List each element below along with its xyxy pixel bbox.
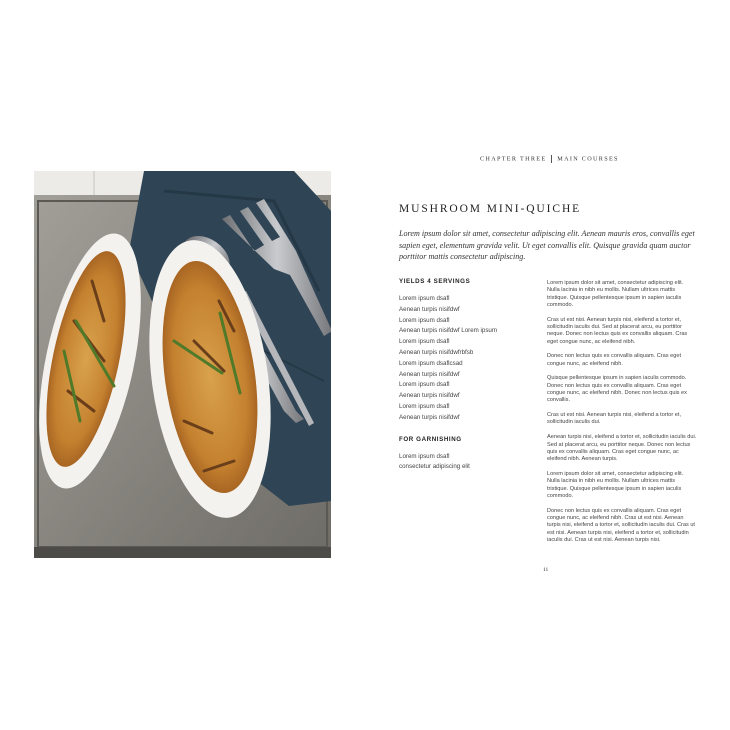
method-step: Lorem ipsum dolor sit amet, consectetur adipiscing elit. Nulla lacinia in nibh eu mollis. Nullam ultrices mattis tristique. Quisque pellentesque ipsum in sapien iaculis commodo.	[547, 470, 684, 499]
ingredient-item: Aenean turpis nisifdwf	[399, 392, 460, 400]
method-step: Quisque pellentesque ipsum in sapien iaculis commodo. Donec non lectus quis ex convallis aliquam. Cras eget congue nunc, ac eleifend nibh. Donec non lectus quis ex convallis.	[547, 375, 687, 404]
garnish-item: consectetur adipiscing elit	[399, 463, 470, 471]
recipe-title: MUSHROOM MINI-QUICHE	[399, 203, 582, 215]
header-divider	[551, 155, 552, 163]
ingredient-item: Lorem ipsum dsafl	[399, 316, 450, 324]
ingredient-item: Lorem ipsum dsaflcsad	[399, 359, 463, 367]
method-step: Cras ut est nisi. Aenean turpis nisi, eleifend a tortor et, sollicitudin iaculis dui. Sed at placerat arcu, eu porttitor neque. Donec non lectus quis ex convallis aliquam. Cras eget congue nunc, ac eleifend nibh.	[547, 316, 688, 345]
ingredient-list	[399, 294, 539, 424]
page-number: 11	[543, 567, 549, 573]
method-step: Aenean turpis nisi, eleifend a tortor et, sollicitudin iaculis dui. Sed at placerat arcu, eu porttitor neque. Donec non lectus quis ex convallis aliquam. Cras eget congue nunc, ac eleifend nibh. Aenean turpis.	[547, 434, 697, 463]
chapter-label: CHAPTER THREE	[480, 155, 547, 163]
method-step: Donec non lectus quis ex convallis aliquam. Cras eget congue nunc, ac eleifend nibh. Cras ut est nisi. Aenean turpis nisi, eleifend a tortor et, sollicitudin iaculis dui. Cras ut est nisi. Aenean turpis nisi, eleifend a tortor et, sollicitudin iaculis dui. Cras ut est nisi. Aenean turpis nisi.	[547, 507, 695, 543]
ingredient-item: Aenean turpis nisifdwf	[399, 370, 460, 378]
ingredients-column	[399, 278, 539, 473]
method-step: Donec non lectus quis ex convallis aliquam. Cras eget congue nunc, ac eleifend nibh.	[547, 353, 682, 367]
garnish-heading: FOR GARNISHING	[399, 435, 462, 443]
method-step: Lorem ipsum dolor sit amet, consectetur adipiscing elit. Nulla lacinia in nibh eu mollis. Nullam ultrices mattis tristique. Quisque pellentesque ipsum in sapien iaculis commodo.	[547, 280, 684, 308]
ingredient-item: Aenean turpis nisifdwf	[399, 413, 460, 421]
ingredient-item: Aenean turpis nisifdwf	[399, 305, 460, 313]
quiche-illustration	[34, 171, 331, 558]
running-head	[480, 155, 619, 163]
garnish-item: Lorem ipsum dsafl	[399, 452, 450, 460]
ingredient-item: Lorem ipsum dsafl	[399, 295, 450, 302]
recipe-intro: Lorem ipsum dolor sit amet, consectetur adipiscing elit. Aenean mauris eros, convallis eget sapien eget, elementum gravida velit. Ut eget convallis elit. Quisque gravida quam auctor porttitor mattis consectetur adipiscing.	[399, 229, 695, 261]
ingredient-item: Lorem ipsum dsafl	[399, 338, 450, 346]
ingredient-item: Aenean turpis nisifdwf Lorem ipsum	[399, 327, 498, 335]
ingredient-item: Lorem ipsum dsafl	[399, 381, 450, 389]
method-steps	[547, 280, 697, 552]
recipe-photo	[34, 171, 331, 558]
section-label: MAIN COURSES	[557, 155, 619, 163]
ingredient-item: Aenean turpis nisifdwfrbfsb	[399, 348, 474, 356]
yields-heading: YIELDS 4 SERVINGS	[399, 278, 471, 285]
method-step: Cras ut est nisi. Aenean turpis nisi, eleifend a tortor et, sollicitudin iaculis dui.	[547, 412, 682, 426]
ingredient-item: Lorem ipsum dsafl	[399, 402, 450, 410]
garnish-list	[399, 452, 539, 474]
